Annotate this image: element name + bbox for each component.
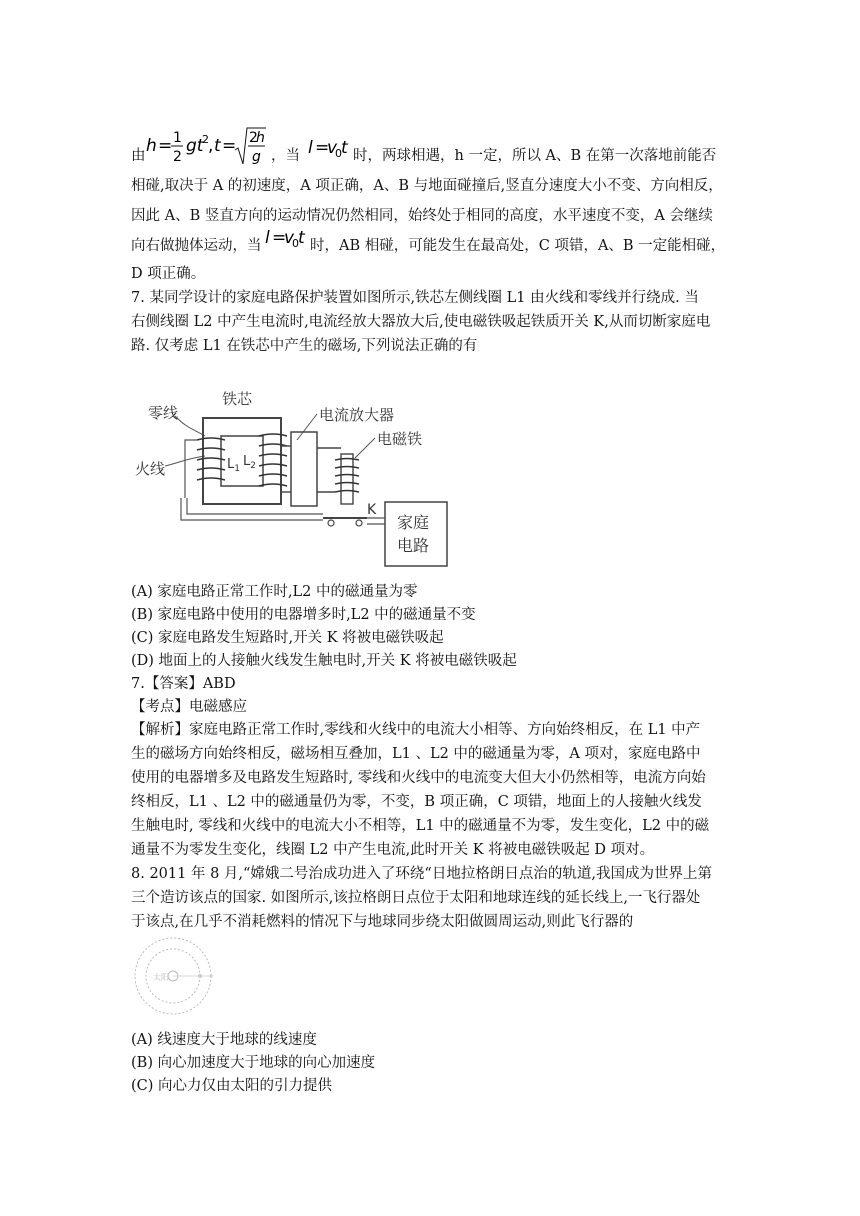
- sun-label: 太阳: [153, 973, 169, 982]
- amplifier-box: [291, 432, 317, 506]
- svg-text:0: 0: [292, 237, 299, 250]
- q8-option-c: (C) 向心力仅由太阳的引力提供: [131, 1078, 333, 1094]
- q6-prefix: 由: [131, 148, 146, 164]
- home-circuit-label-2: 电路: [397, 536, 430, 555]
- svg-text:v: v: [327, 138, 338, 158]
- q7-stem-2: 右侧线圈 L2 中产生电流时,电流经放大器放大后,使电磁铁吸起铁质开关 K,从而切断家庭电: [131, 314, 711, 330]
- home-circuit-label-1: 家庭: [397, 513, 430, 532]
- q6-line3: 因此 A、B 竖直方向的运动情况仍然相同，始终处于相同的高度，水平速度不变，A 会继续: [131, 208, 713, 224]
- q7-analysis-6: 通量不为零发生变化，线圈 L2 中产生电流,此时开关 K 将被电磁铁吸起 D 项对。: [131, 842, 655, 858]
- lagrange-orbit-diagram: [133, 936, 217, 1016]
- svg-text:=: =: [315, 138, 330, 158]
- svg-text:2: 2: [173, 149, 182, 165]
- svg-text:gt: gt: [186, 136, 204, 156]
- q7-analysis-4: 终相反，L1 、L2 中的磁通量仍为零，不变，B 项正确，C 项错，地面上的人接触火线发: [131, 794, 702, 810]
- svg-text:l: l: [265, 228, 270, 248]
- svg-text:g: g: [252, 149, 261, 165]
- q6-line4b: 时，AB 相碰，可能发生在最高处，C 项错，A、B 一定能相碰，: [310, 238, 726, 254]
- iron-core-label: 铁芯: [222, 390, 253, 408]
- formula-h: [146, 122, 266, 168]
- q7-option-c: (C) 家庭电路发生短路时,开关 K 将被电磁铁吸起: [131, 630, 444, 646]
- q8-option-a: (A) 线速度大于地球的线速度: [131, 1032, 317, 1048]
- q8-stem-3: 于该点,在几乎不消耗燃料的情况下与地球同步绕太阳做圆周运动,则此飞行器的: [131, 914, 634, 930]
- q8-stem-2: 三个造访该点的国家. 如图所示,该拉格朗日点位于太阳和地球连线的延长线上,一飞行器处: [131, 890, 701, 906]
- q7-answer: 7.【答案】ABD: [131, 676, 236, 692]
- svg-text:=: =: [272, 228, 287, 248]
- formula-l-1: [307, 136, 353, 164]
- svg-text:t: t: [298, 228, 305, 248]
- svg-text:2: 2: [202, 133, 209, 146]
- svg-text:2: 2: [249, 130, 258, 146]
- svg-text:1: 1: [173, 130, 182, 146]
- svg-text:v: v: [284, 228, 295, 248]
- svg-text:=: =: [158, 136, 173, 156]
- q6-line5: D 项正确。: [131, 266, 206, 282]
- fire-wire-label: 火线: [135, 460, 166, 478]
- svg-text:=: =: [222, 136, 237, 156]
- svg-text:,: ,: [208, 136, 214, 156]
- q7-topic: 【考点】电磁感应: [131, 699, 247, 715]
- electromagnet-label: 电磁铁: [377, 430, 423, 448]
- q7-option-d: (D) 地面上的人接触火线发生触电时,开关 K 将被电磁铁吸起: [131, 653, 517, 669]
- svg-text:h: h: [256, 130, 265, 146]
- iron-core: [203, 418, 281, 504]
- svg-text:0: 0: [335, 147, 342, 160]
- q6-line2: 相碰,取决于 A 的初速度，A 项正确，A、B 与地面碰撞后,竖直分速度大小不变、方向相反，: [131, 178, 723, 194]
- zero-wire-label: 零线: [148, 404, 179, 422]
- q7-analysis-5: 生触电时, 零线和火线中的电流大小不相等，L1 中的磁通量不为零，发生变化，L2 中的磁: [131, 818, 710, 834]
- svg-text:t: t: [341, 138, 348, 158]
- electromagnet-core: [341, 454, 353, 504]
- q8-stem-1: 8. 2011 年 8 月,“嫦娥二号治成功进入了环绕“日地拉格朗日点治的轨道,我国成为世界上第: [131, 866, 712, 882]
- q6-comma: ，当: [271, 148, 300, 164]
- q7-analysis-3: 使用的电器增多及电路发生短路时, 零线和火线中的电流变大但大小仍然相等，电流方向始: [131, 770, 706, 786]
- electromagnet-coil: [335, 459, 359, 493]
- coil-l2-label: $L_2$: [243, 454, 256, 471]
- home-circuit-box: [385, 502, 447, 566]
- q7-analysis-2: 生的磁场方向始终相反，磁场相互叠加，L1 、L2 中的磁通量为零，A 项对，家庭电路中: [131, 746, 701, 762]
- q8-option-b: (B) 向心加速度大于地球的向心加速度: [131, 1055, 376, 1071]
- q6-line4a: 向右做抛体运动，当: [131, 238, 262, 254]
- q7-option-a: (A) 家庭电路正常工作时,L2 中的磁通量为零: [131, 584, 418, 600]
- svg-text:l: l: [308, 138, 313, 158]
- switch-label: K: [367, 502, 377, 518]
- formula-l-2: [264, 226, 310, 254]
- svg-text:t: t: [214, 136, 221, 156]
- q7-option-b: (B) 家庭电路中使用的电器增多时,L2 中的磁通量不变: [131, 607, 476, 623]
- q7-analysis-1: 【解析】家庭电路正常工作时,零线和火线中的电流大小相等、方向始终相反，在 L1 中产: [131, 722, 701, 738]
- svg-text:h: h: [146, 136, 157, 156]
- coil-l1-label: $L_1$: [227, 457, 240, 474]
- q7-stem-3: 路. 仅考虑 L1 在铁芯中产生的磁场,下列说法正确的有: [131, 338, 478, 354]
- amplifier-label: 电流放大器: [319, 406, 395, 424]
- q7-stem-1: 7. 某同学设计的家庭电路保护装置如图所示,铁芯左侧线圈 L1 由火线和零线并行绕成. 当: [131, 290, 699, 306]
- circuit-diagram: [135, 388, 455, 574]
- formula-h-t-graphic: [146, 122, 266, 168]
- q6-line1: 时，两球相遇，h 一定，所以 A、B 在第一次落地前能否: [353, 148, 717, 164]
